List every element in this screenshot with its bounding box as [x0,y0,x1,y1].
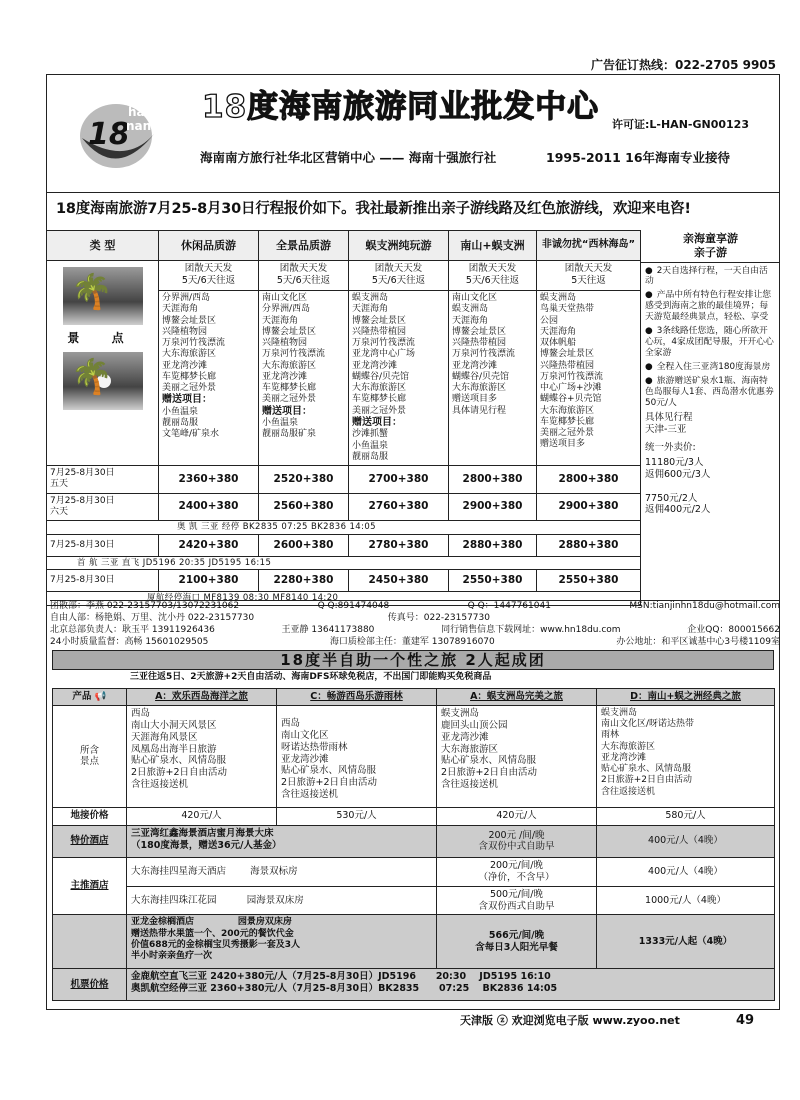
flight-info: 奥 凯 三亚 经停 BK2835 07:25 BK2836 14:05 [47,521,641,535]
special-hotel-desc: 三亚湾红鑫海景酒店蜜月海景大床 （180度海景，赠送36元/人基金） [127,825,437,857]
sunset-photo [63,352,143,410]
price-cell: 2560+380 [259,493,349,521]
special-hotel-label-text: 特价酒店 [70,835,109,847]
product-label-text: 产品 [72,691,92,702]
page-title: 18度海南旅游同业批发中心 [202,89,600,125]
spot-items: 南山文化区 分界洲/西岛 天涯海角 博鳌会址景区 兴隆植物园 万泉河竹筏漂流 大东海旅游区 亚龙湾沙滩 车览椰梦长廊 美丽之冠外景 [262,293,326,405]
price-cell: 2700+380 [349,466,449,494]
contact-row [50,637,780,649]
gift-heading: 赠送项目： [352,416,402,428]
itinerary-price-table [46,230,641,606]
contact-text: 24小时质量监督：高畅 15601029505 [50,637,209,647]
price-cell: 2450+380 [349,570,449,592]
product-name-text: A：蜈支洲岛完美之旅 [470,691,563,702]
special-hotel-price: 400元/人（4晚） [597,825,775,857]
scenery-label: 景 点 [67,331,138,345]
years-badge: 1995-2011 16年海南专业接待 [546,150,731,165]
spot-list: 南山文化区 蜈支洲岛 天涯海角 博鳌会址景区 兴隆热带植园 万泉河竹筏漂流 亚龙湾沙滩 蝴蝶谷/贝壳馆 大东海旅游区 赠送项目多 具体请见行程 [449,291,537,466]
price-cell: 2420+380 [159,534,259,556]
price-cell: 2100+380 [159,570,259,592]
spot-items: 分界洲/西岛 天涯海角 博鳌会址景区 兴隆植物园 万泉河竹筏漂流 大东海旅游区 亚龙湾沙滩 车览椰梦长廊 美丽之冠外景 [162,293,226,393]
spot-list [349,291,449,466]
semi-self-guided-table [52,688,775,1001]
contact-text: Q Q:891474048 [317,601,390,611]
date-range: 7月25-8月30日 五天 [47,466,159,494]
contact-row [50,613,780,625]
date-range: 7月25-8月30日 六天 [47,493,159,521]
ticket-line: 金鹿航空直飞三亚 2420+380元/人（7月25-8月30日）JD5196 20:30 JD5195 16:10 [131,971,551,983]
palm-icon: 🌴 [70,272,113,312]
hotel-rate: 566元/间/晚 含每日3人阳光早餐 [437,915,597,969]
departure-caption: 团散天天发 5天往返 [537,261,641,291]
price-cell: 2900+380 [537,493,641,521]
scenery-cell [47,261,159,466]
spot-list: 蜈支洲岛 鸟巢天堂热带 公园 天涯海角 双体帆船 博鳌会址景区 兴隆热带植园 万泉河竹筏漂流 中心广场+沙滩 蝴蝶谷+贝壳馆 大东海旅游区 车览椰梦长廊 美丽之冠外景 赠送项目多 [537,291,641,466]
product-name-text: D：南山+蜈之洲经典之旅 [630,691,741,702]
agency-subline: 海南南方旅行社华北区营销中心 —— 海南十强旅行社 [200,150,497,165]
hotel-desc: 亚龙金棕榈酒店 园景房双床房 赠送热带水果篮一个、200元的餐饮代金 价值688元的金棕榈宝贝秀摄影一套及3人 半小时亲亲鱼疗一次 [127,915,437,969]
departure-caption: 团散天天发 5天/6天往返 [259,261,349,291]
contact-text: 团散部：李燕 022-23157703/13072231062 [50,601,240,611]
departure-caption: 团散天天发 5天/6天往返 [159,261,259,291]
price-cell: 2550+380 [449,570,537,592]
feature-bullet: ● 3条线路任您选，随心所欲开心玩，4家成团配导服，开开心心全家游 [645,326,776,359]
gift-items: 小鱼温泉 靓丽岛服矿泉 [262,418,317,440]
price-cell: 2280+380 [259,570,349,592]
contact-text: 海口质检部主任：董建军 13078916070 [329,637,495,647]
flight-info: 首 航 三亚 直飞 JD5196 20:35 JD5195 16:15 [47,556,641,570]
product-name-text: A：欢乐西岛海洋之旅 [155,691,248,702]
main-hotel-label [53,857,127,915]
family-prices: 11180元/3人 返佣600元/3人 7750元/2人 返佣400元/2人 [645,456,711,516]
departure-caption: 团散天天发 5天/6天往返 [349,261,449,291]
date-range: 7月25-8月30日 [47,534,159,556]
hotel-rate: 500元/间/晚 含双份西式自助早 [437,886,597,915]
contact-text: 王亚静 13641173880 [281,625,375,635]
family-tour-title: 亲海童享游 亲子游 [641,232,780,263]
hotel-rate: 200元/间/晚 （净价，不含早） [437,857,597,886]
price-cell: 2550+380 [537,570,641,592]
contact-text: 企业QQ：800015662 [687,625,780,635]
price-cell: 2800+380 [537,466,641,494]
website-link[interactable]: 同行销售信息下载网址：www.hn18du.com [441,625,621,635]
contact-row [50,625,780,637]
footer-edition: 天津版 ⓩ 欢迎浏览电子版 www.zyoo.net [460,1014,680,1027]
product-spots: 西岛 南山文化区 呀诺达热带雨林 亚龙湾沙滩 贴心矿泉水、风情岛服 2日旅游+2日自由活动 含往返接送机 [277,705,437,807]
contact-text: 北京总部负责人：耿玉平 13911926436 [50,625,215,635]
departure-caption: 团散天天发 5天/6天往返 [449,261,537,291]
product-spots: 西岛 南山大小洞天风景区 天涯海角风景区 凤凰岛出海半日旅游 贴心矿泉水、风情岛服 2日旅游+2日自由活动 含往返接送机 [127,705,277,807]
category-header: 类 型 [47,231,159,261]
route-name: 南山+蜈支洲 [449,231,537,261]
contact-text: 传真号：022-23157730 [387,613,490,623]
route-note: 具体见行程 天津-三亚 [645,412,693,436]
special-hotel-label [53,825,127,857]
price-cell: 2780+380 [349,534,449,556]
spot-list [259,291,349,466]
product-label [53,689,127,706]
date-range: 7月25-8月30日 [47,570,159,592]
page-number: 49 [736,1013,755,1028]
hotel-price: 1333元/人起（4晚） [597,915,775,969]
company-logo [76,86,158,178]
special-hotel-rate: 200元 /间/晚 含双份中式自助早 [437,825,597,857]
license-number: 许可证:L-HAN-GN00123 [612,118,749,131]
ad-hotline: 广告征订热线：022-2705 9905 [590,58,776,72]
logo-text-nan: nan [126,119,152,133]
price-cell: 2900+380 [449,493,537,521]
ticket-label-text: 机票价格 [70,978,109,990]
product-name-text: C：畅游西岛乐游雨林 [310,691,403,702]
feature-bullet: ● 全程入住三亚湾180度海景房 [645,362,776,373]
logo-number: 18 [88,117,130,152]
flight-info: 厦航经停海口 MF8139 08:30 MF8140 14:20 [47,592,641,606]
product-price: 580元/人 [597,807,775,825]
hotel-label-blank [53,915,127,969]
ticket-list [127,969,775,1001]
route-name: 全景品质游 [259,231,349,261]
main-hotel-label-text: 主推酒店 [70,880,109,892]
gift-heading: 赠送项目： [162,394,212,406]
beach-photo [63,267,143,325]
product-name [597,689,775,706]
family-tour-panel [640,230,780,600]
hotel-price: 1000元/人（4晚） [597,886,775,915]
product-name [277,689,437,706]
product-name [127,689,277,706]
hotel-price: 400元/人（4晚） [597,857,775,886]
header-divider [46,192,780,193]
feature-bullet: ● 产品中所有特色行程安排让您感受到海南之旅的最佳境界；每天游览最经典景点，轻松、享受 [645,290,776,323]
ticket-label [53,969,127,1001]
product-price: 420元/人 [127,807,277,825]
contact-text: 自由人部：杨艳娟、万里、沈小丹 022-23157730 [50,613,255,623]
price-label: 地接价格 [53,807,127,825]
product-spots: 蜈支洲岛 鹿回头山顶公园 亚龙湾沙滩 大东海旅游区 贴心矿泉水、风情岛服 2日旅游+2日自由活动 含往返接送机 [437,705,597,807]
megaphone-icon: 📢 [94,691,107,702]
price-cell: 2520+380 [259,466,349,494]
feature-bullet: ● 旅游赠送矿泉水1瓶、海南特色岛服每人1套、西岛潜水优惠劵50元/人 [645,376,776,409]
price-cell: 2800+380 [449,466,537,494]
spot-items: 蜈支洲岛 天涯海角 博鳌会址景区 兴隆热带植园 万泉河竹筏漂流 亚龙湾中心广场 亚龙湾沙滩 蝴蝶谷/贝壳馆 大东海旅游区 车览椰梦长廊 美丽之冠外景 [352,293,416,416]
feature-bullet: ● 2天自选择行程，一天自由活动 [645,266,776,288]
ticket-line: 奥凯航空经停三亚 2360+380元/人（7月25-8月30日）BK2835 07:25 BK2836 14:05 [131,983,558,995]
price-cell: 2880+380 [449,534,537,556]
gift-heading: 赠送项目： [262,405,312,417]
route-name: 非诚勿扰“西林海岛” [537,231,641,261]
logo-text-hai: hai [128,105,149,119]
route-name: 蜈支洲纯玩游 [349,231,449,261]
price-cell: 2760+380 [349,493,449,521]
contact-block [50,600,780,649]
price-cell: 2360+380 [159,466,259,494]
price-cell: 2880+380 [537,534,641,556]
route-name: 休闲品质游 [159,231,259,261]
contact-email[interactable]: MSN:tianjinhn18du@hotmail.com [629,601,780,611]
section2-title: 18度半自助一个性之旅 2人起成团 [52,650,774,670]
gift-items: 小鱼温泉 靓丽岛服 文笔峰/矿泉水 [162,406,220,440]
contact-row [50,601,780,613]
product-price: 420元/人 [437,807,597,825]
product-price: 530元/人 [277,807,437,825]
promo-banner: 18度海南旅游7月25-8月30日行程报价如下。我社最新推出亲子游线路及红色旅游线，欢迎来电咨! [56,201,691,217]
price-cell: 2600+380 [259,534,349,556]
contact-text: Q Q：1447761041 [467,601,551,611]
section2-subtitle: 三亚往返5日、2天旅游+2天自由活动、海南DFS环球免税店，不出国门即能购买免税商品 [130,672,492,682]
gift-items: 沙滩抓蟹 小鱼温泉 靓丽岛服 [352,429,389,462]
hotel-desc: 大东海挂四珠江花园 园海景双床房 [127,886,437,915]
spots-label: 所含 景点 [53,705,127,807]
price-heading: 统一外卖价: [645,442,696,454]
product-spots: 蜈支洲岛 南山文化区/呀诺达热带 雨林 大东海旅游区 亚龙湾沙滩 贴心矿泉水、风情岛服 2日旅游+2日自由活动 含往返接送机 [597,705,775,807]
contact-text: 办公地址：和平区诚基中心3号楼1109室 [616,637,780,647]
product-name [437,689,597,706]
price-cell: 2400+380 [159,493,259,521]
palm-icon: 🌴 [70,357,113,397]
spot-list [159,291,259,466]
hotel-desc: 大东海挂四星海天酒店 海景双标房 [127,857,437,886]
